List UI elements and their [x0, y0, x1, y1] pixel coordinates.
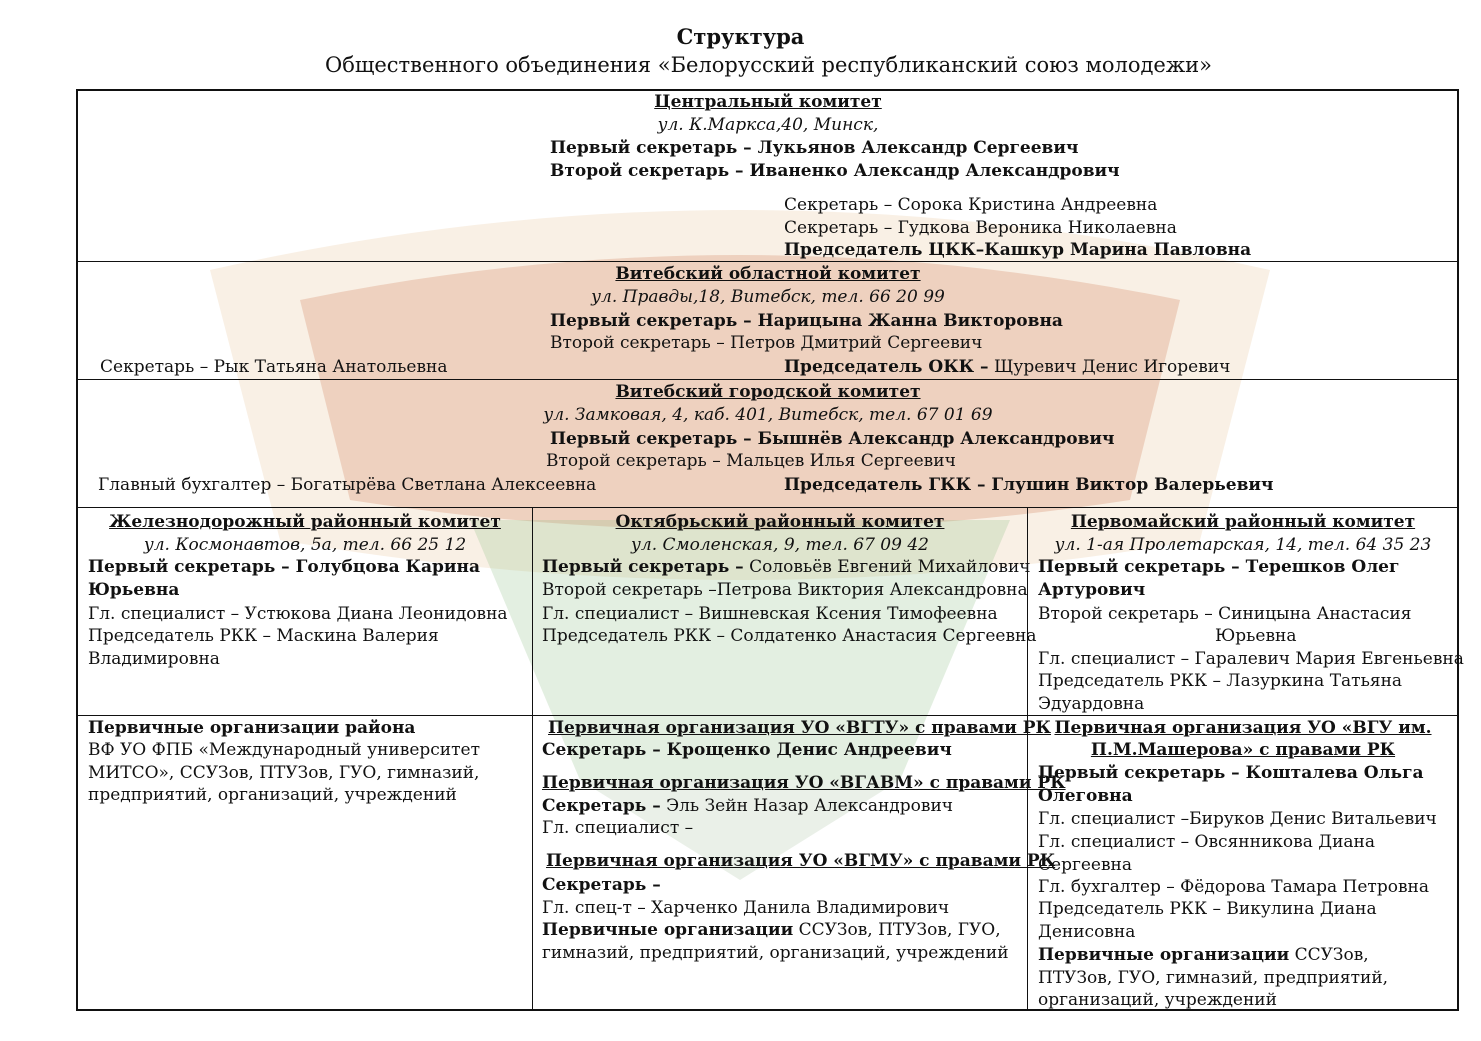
vgavm-secretary-name: Эль Зейн Назар Александрович — [660, 796, 954, 816]
vgu-first-secretary: Первый секретарь – Кошталева Ольга Олеговна — [1038, 763, 1424, 806]
oblast-address: ул. Правды,18, Витебск, тел. 66 20 99 — [591, 287, 945, 307]
column-divider-1 — [532, 507, 533, 1011]
oktyabrsky-second-secretary: Второй секретарь –Петрова Виктория Александровна — [542, 580, 1028, 600]
structure-table — [76, 89, 1464, 1011]
central-first-secretary: Первый секретарь – Лукьянов Александр Сергеевич — [550, 138, 1079, 158]
oktyabrsky-specialist: Гл. специалист – Вишневская Ксения Тимофеевна — [542, 604, 998, 624]
zheleznodorozhny-address: ул. Космонавтов, 5а, тел. 66 25 12 — [143, 535, 467, 555]
pervomaisky-first-secretary: Первый секретарь – Терешков Олег Артурович — [1038, 557, 1400, 600]
pervomaisky-primary — [1038, 944, 1448, 1012]
oktyabrsky-primary-text-2: гимназий, предприятий, организаций, учреждений — [542, 943, 1009, 963]
city-title: Витебский городской комитет — [615, 382, 921, 402]
zheleznodorozhny-chairman: Председатель РКК – Маскина Валерия Владимировна — [88, 626, 439, 669]
oktyabrsky-primary — [542, 919, 1001, 941]
oblast-secretary: Секретарь – Рык Татьяна Анатольевна — [100, 357, 448, 377]
central-second-secretary: Второй секретарь – Иваненко Александр Александрович — [550, 161, 1120, 181]
vgavm-secretary — [542, 795, 953, 817]
zheleznodorozhny-primary-title: Первичные организации района — [88, 718, 416, 738]
pervomaisky-title: Первомайский районный комитет — [1070, 512, 1416, 532]
oktyabrsky-address: ул. Смоленская, 9, тел. 67 09 42 — [631, 535, 929, 555]
divider-oblast — [78, 379, 1457, 380]
pervomaisky-second-secretary-1: Второй секретарь – Синицына Анастасия — [1038, 604, 1412, 624]
vgtu-secretary: Секретарь – Крощенко Денис Андреевич — [542, 740, 952, 760]
vgavm-specialist: Гл. специалист – — [542, 818, 694, 838]
divider-district — [78, 715, 1457, 716]
vgtu-title: Первичная организация УО «ВГТУ» с правами РК — [548, 718, 1052, 738]
vgu-accountant: Гл. бухгалтер – Фёдорова Тамара Петровна — [1038, 877, 1429, 897]
vgu-title-2: П.М.Машерова» с правами РК — [1090, 740, 1396, 760]
vgmu-secretary: Секретарь – — [542, 875, 661, 895]
vgmu-title: Первичная организация УО «ВГМУ» с правами РК — [546, 851, 1056, 871]
oktyabrsky-first-secretary-name: Соловьёв Евгений Михайлович — [743, 557, 1031, 577]
central-secretary-1: Секретарь – Сорока Кристина Андреевна — [784, 195, 1158, 215]
central-chairman: Председатель ЦКК–Кашкур Марина Павловна — [784, 240, 1252, 260]
vgavm-secretary-label: Секретарь – — [542, 796, 661, 816]
oktyabrsky-first-secretary — [542, 556, 1031, 578]
oktyabrsky-first-secretary-label: Первый секретарь – — [542, 557, 744, 577]
oblast-chairman-name: Щуревич Денис Игоревич — [988, 357, 1231, 377]
zheleznodorozhny-first-secretary: Первый секретарь – Голубцова Карина Юрьевна — [88, 557, 480, 600]
pervomaisky-chairman: Председатель РКК – Лазуркина Татьяна Эдуардовна — [1038, 671, 1403, 714]
oblast-first-secretary: Первый секретарь – Нарицына Жанна Викторовна — [550, 311, 1063, 331]
vgavm-title: Первичная организация УО «ВГАВМ» с правами РК — [542, 773, 1066, 793]
pervomaisky-primary-text: ССУЗов, ПТУЗов, ГУО, гимназий, предприятий, организаций, учреждений — [1038, 945, 1389, 1010]
vgmu-specialist: Гл. спец-т – Харченко Данила Владимирович — [542, 898, 950, 918]
oblast-title: Витебский областной комитет — [615, 264, 921, 284]
city-second-secretary: Второй секретарь – Мальцев Илья Сергеевич — [546, 451, 956, 471]
vgu-chairman: Председатель РКК – Викулина Диана Денисовна — [1038, 899, 1377, 942]
pervomaisky-primary-label: Первичные организации — [1038, 945, 1290, 965]
vgu-title-1: Первичная организация УО «ВГУ им. — [1054, 718, 1432, 738]
zheleznodorozhny-specialist: Гл. специалист – Устюкова Диана Леонидовна — [88, 604, 508, 624]
document-title: Структура — [676, 24, 805, 49]
city-chairman: Председатель ГКК – Глушин Виктор Валерьевич — [784, 475, 1274, 495]
oblast-second-secretary: Второй секретарь – Петров Дмитрий Сергеевич — [550, 333, 983, 353]
oktyabrsky-primary-text-1: ССУЗов, ПТУЗов, ГУО, — [793, 920, 1001, 940]
divider-city — [78, 507, 1457, 508]
city-first-secretary: Первый секретарь – Бышнёв Александр Александрович — [550, 429, 1115, 449]
document-subtitle: Общественного объединения «Белорусский республиканский союз молодежи» — [324, 53, 1212, 77]
pervomaisky-specialist: Гл. специалист – Гаралевич Мария Евгеньевна — [1038, 649, 1464, 669]
central-secretary-2: Секретарь – Гудкова Вероника Николаевна — [784, 218, 1177, 238]
zheleznodorozhny-title: Железнодорожный районный комитет — [109, 512, 501, 532]
vgu-specialist-1: Гл. специалист –Бируков Денис Витальевич — [1038, 809, 1437, 829]
city-address: ул. Замковая, 4, каб. 401, Витебск, тел. 67 01 69 — [543, 405, 993, 425]
zheleznodorozhny-primary-text: ВФ УО ФПБ «Международный университет МИТСО», ССУЗов, ПТУЗов, ГУО, гимназий, предприятий, организаций, учреждений — [88, 740, 480, 805]
central-address: ул. К.Маркса,40, Минск, — [657, 115, 879, 135]
oktyabrsky-primary-label: Первичные организации — [542, 920, 794, 940]
pervomaisky-address: ул. 1-ая Пролетарская, 14, тел. 64 35 23 — [1054, 535, 1432, 555]
oblast-chairman — [784, 356, 1230, 378]
vgu-specialist-2: Гл. специалист – Овсянникова Диана Сергеевна — [1038, 832, 1376, 875]
oktyabrsky-chairman: Председатель РКК – Солдатенко Анастасия Сергеевна — [542, 626, 1037, 646]
central-title: Центральный комитет — [654, 92, 882, 112]
city-accountant: Главный бухгалтер – Богатырёва Светлана Алексеевна — [98, 475, 597, 495]
pervomaisky-second-secretary-2: Юрьевна — [1215, 626, 1297, 646]
divider-central — [78, 261, 1457, 262]
oktyabrsky-title: Октябрьский районный комитет — [615, 512, 945, 532]
oblast-chairman-label: Председатель ОКК – — [784, 357, 989, 377]
